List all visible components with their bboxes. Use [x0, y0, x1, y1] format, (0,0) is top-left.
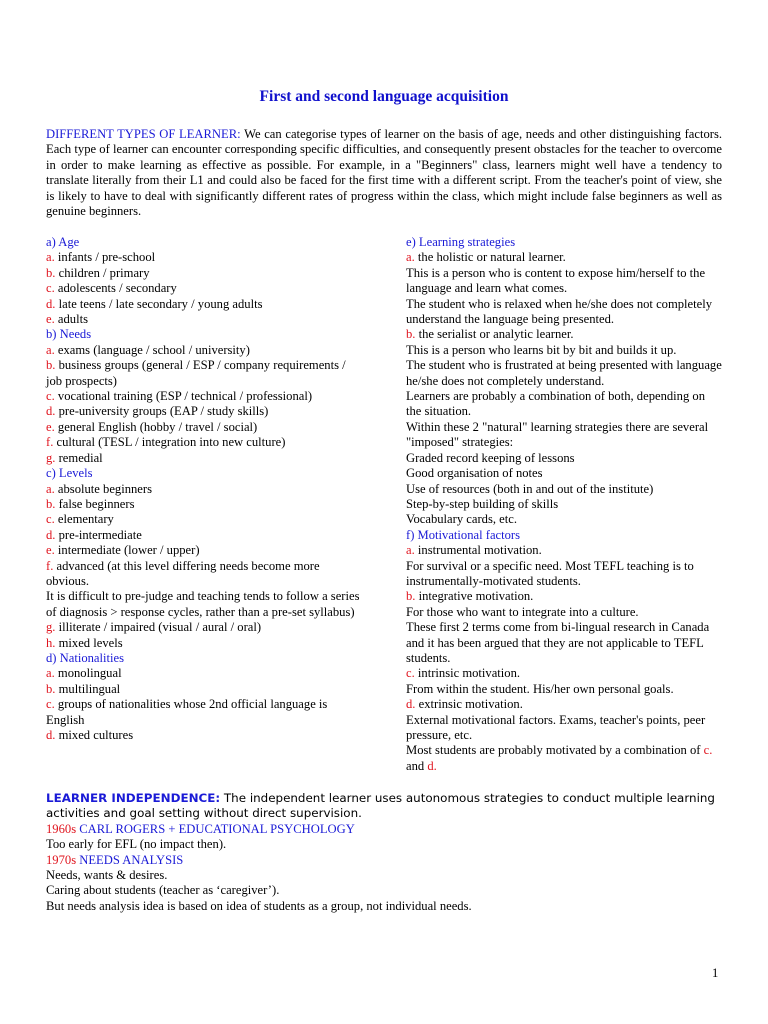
list-marker: b.	[406, 327, 416, 342]
list-item-text: pre-university groups (EAP / study skills)	[58, 404, 269, 419]
list-marker: a.	[406, 543, 415, 558]
list-marker: a.	[46, 342, 55, 357]
list-marker: b.	[46, 496, 56, 511]
list-item	[406, 250, 722, 265]
list-item-text: absolute beginners	[57, 481, 152, 496]
list-item-text: mixed cultures	[58, 728, 134, 742]
list-item-text: adolescents / secondary	[57, 281, 177, 296]
list-item-text: intermediate (lower / upper)	[57, 543, 200, 558]
list-item	[46, 528, 364, 543]
list-marker: c.	[46, 281, 55, 296]
list-marker: e.	[46, 543, 55, 558]
list-marker: b.	[406, 589, 416, 604]
list-item-text: remedial	[58, 450, 103, 465]
section-heading: e) Learning strategies	[406, 235, 516, 249]
list-marker: d.	[46, 296, 56, 311]
list-marker: f.	[46, 558, 54, 573]
list-item	[406, 543, 722, 558]
body-text: For those who want to integrate into a culture.	[406, 604, 639, 619]
list-item-text: illiterate / impaired (visual / aural / oral)	[58, 620, 262, 635]
list-item	[46, 343, 364, 358]
list-item-text: the holistic or natural learner.	[417, 250, 566, 265]
right-column	[406, 235, 722, 774]
list-item	[46, 666, 364, 681]
list-marker: a.	[46, 481, 55, 496]
list-item	[46, 497, 364, 512]
list-item	[46, 435, 364, 450]
body-text: From within the student. His/her own personal goals.	[406, 681, 674, 696]
body-text: But needs analysis idea is based on idea of students as a group, not individual needs.	[46, 898, 472, 913]
timeline-label: NEEDS ANALYSIS	[79, 852, 184, 867]
list-item-text: infants / pre-school	[57, 250, 156, 265]
learner-independence-section	[46, 791, 722, 914]
list-marker: d.	[406, 697, 416, 712]
list-marker: b.	[46, 681, 56, 696]
body-text: Needs, wants & desires.	[46, 868, 168, 883]
body-text: For survival or a specific need. Most TEFL teaching is to instrumentally-motivated students.	[406, 558, 694, 588]
list-item	[46, 728, 364, 743]
intro-text: We can categorise types of learner on the basis of age, needs and other distinguishing factors. Each type of learner can encounter corresponding specific difficulties, and consequently present obstacles for the teacher to overcome in order to make learning as effective as possible. For example, in a "Beginners" class, learners might well have a tendency to translate literally from their L1 and could also be faced for the first time with a different script. From the teacher's point of view, she is likely to have to deal with significantly different rates of progress within the class, which might include false beginners as well as genuine beginners.	[46, 127, 723, 219]
list-marker: a.	[46, 666, 55, 681]
list-item	[46, 420, 364, 435]
list-marker: f.	[46, 435, 54, 450]
list-item-text: false beginners	[58, 496, 135, 511]
body-text: Use of resources (both in and out of the institute)	[406, 481, 654, 496]
list-item	[46, 482, 364, 497]
body-text: This is a person who learns bit by bit and builds it up.	[406, 342, 677, 357]
list-item-text: extrinsic motivation.	[418, 697, 523, 712]
list-marker: g.	[46, 450, 56, 465]
independence-text: The independent learner uses autonomous strategies to conduct multiple learning activities and goal setting without direct supervision.	[46, 791, 715, 821]
list-item	[46, 312, 364, 327]
list-item	[46, 620, 364, 635]
list-marker: c.	[46, 697, 55, 712]
list-item	[46, 559, 364, 590]
section-heading: c) Levels	[46, 466, 93, 481]
list-item	[406, 589, 722, 604]
body-text: This is a person who is content to expose him/herself to the language and learn what comes.	[406, 265, 706, 296]
list-item	[46, 682, 364, 697]
timeline-year: 1960s	[46, 821, 77, 836]
independence-paragraph	[46, 791, 722, 822]
body-text: It is difficult to pre-judge and teaching tends to follow a series of diagnosis > response cycles, rather than a pre-set syllabus)	[46, 589, 360, 619]
page-number: 1	[712, 966, 719, 980]
list-item	[46, 281, 364, 296]
body-text: Learners are probably a combination of both, depending on the situation.	[406, 389, 706, 419]
list-marker: c.	[46, 512, 55, 527]
timeline-label: CARL ROGERS + EDUCATIONAL PSYCHOLOGY	[79, 821, 355, 836]
list-item-text: groups of nationalities whose 2nd official language is English	[46, 697, 328, 727]
list-item	[46, 451, 364, 466]
motivation-summary	[406, 743, 722, 774]
list-item-text: business groups (general / ESP / company requirements / job prospects)	[46, 358, 346, 388]
list-item	[46, 543, 364, 558]
list-marker: e.	[46, 419, 55, 434]
list-item-text: adults	[57, 312, 88, 327]
list-marker: c.	[406, 666, 415, 681]
list-item	[406, 697, 722, 712]
body-text: Within these 2 "natural" learning strategies there are several "imposed" strategies:	[406, 419, 709, 450]
list-item-text: general English (hobby / travel / social)	[57, 419, 258, 434]
list-item	[406, 666, 722, 681]
summary-marker-d: d.	[427, 758, 437, 773]
list-item-text: elementary	[57, 512, 114, 527]
body-text: Graded record keeping of lessons	[406, 450, 575, 465]
body-text: Vocabulary cards, etc.	[406, 512, 517, 527]
independence-heading: LEARNER INDEPENDENCE:	[46, 791, 221, 805]
list-marker: a.	[406, 250, 415, 265]
list-item	[406, 327, 722, 342]
timeline-heading	[46, 853, 722, 868]
intro-heading: DIFFERENT TYPES OF LEARNER:	[46, 127, 241, 141]
list-marker: d.	[46, 728, 56, 742]
summary-text: Most students are probably motivated by a combination of	[406, 743, 701, 758]
left-column	[46, 235, 364, 743]
section-heading: b) Needs	[46, 327, 92, 342]
summary-marker-c: c.	[703, 743, 713, 758]
list-item-text: integrative motivation.	[418, 589, 534, 604]
section-heading: f) Motivational factors	[406, 527, 521, 542]
list-marker: e.	[46, 312, 55, 327]
list-item	[46, 636, 364, 651]
list-item	[46, 389, 364, 404]
list-item-text: instrumental motivation.	[417, 543, 542, 558]
list-item	[46, 297, 364, 312]
body-text: External motivational factors. Exams, teacher's points, peer pressure, etc.	[406, 712, 706, 742]
list-item-text: mixed levels	[58, 635, 123, 650]
list-item	[46, 697, 364, 728]
list-marker: d.	[46, 527, 56, 542]
body-text: The student who is relaxed when he/she does not completely understand the language being presented.	[406, 296, 713, 327]
list-marker: b.	[46, 265, 56, 280]
page-title: First and second language acquisition	[259, 88, 509, 105]
intro-paragraph	[46, 127, 722, 219]
list-marker: b.	[46, 358, 56, 373]
list-item-text: cultural (TESL / integration into new culture)	[56, 435, 286, 450]
list-item-text: exams (language / school / university)	[57, 342, 250, 357]
list-item-text: monolingual	[57, 666, 122, 681]
list-item-text: multilingual	[58, 681, 121, 696]
body-text: Good organisation of notes	[406, 466, 543, 481]
list-item-text: the serialist or analytic learner.	[418, 327, 574, 342]
list-item-text: children / primary	[58, 265, 150, 280]
list-marker: a.	[46, 250, 55, 265]
list-marker: g.	[46, 620, 56, 635]
list-item	[46, 266, 364, 281]
list-item-text: intrinsic motivation.	[417, 666, 521, 681]
body-text: Step-by-step building of skills	[406, 496, 559, 511]
section-heading: a) Age	[46, 235, 80, 249]
list-item-text: advanced (at this level differing needs become more obvious.	[46, 558, 320, 588]
list-item	[46, 512, 364, 527]
list-item	[46, 250, 364, 265]
list-marker: h.	[46, 635, 56, 650]
summary-and: and	[406, 758, 425, 773]
section-heading: d) Nationalities	[46, 650, 124, 665]
list-marker: c.	[46, 389, 55, 404]
body-text: These first 2 terms come from bi-lingual research in Canada and it has been argued that they are not applicable to TEFL students.	[406, 620, 710, 665]
independence-lines	[46, 822, 722, 914]
list-item-text: vocational training (ESP / technical / professional)	[57, 389, 313, 404]
body-text: The student who is frustrated at being presented with language he/she does not completely understand.	[406, 358, 722, 388]
timeline-heading	[46, 822, 722, 837]
list-item	[46, 358, 364, 389]
list-item-text: pre-intermediate	[58, 527, 142, 542]
list-item	[46, 404, 364, 419]
list-marker: d.	[46, 404, 56, 419]
list-item-text: late teens / late secondary / young adults	[58, 296, 263, 311]
body-text: Caring about students (teacher as ‘caregiver’).	[46, 883, 280, 898]
body-text: Too early for EFL (no impact then).	[46, 837, 227, 852]
timeline-year: 1970s	[46, 852, 77, 867]
